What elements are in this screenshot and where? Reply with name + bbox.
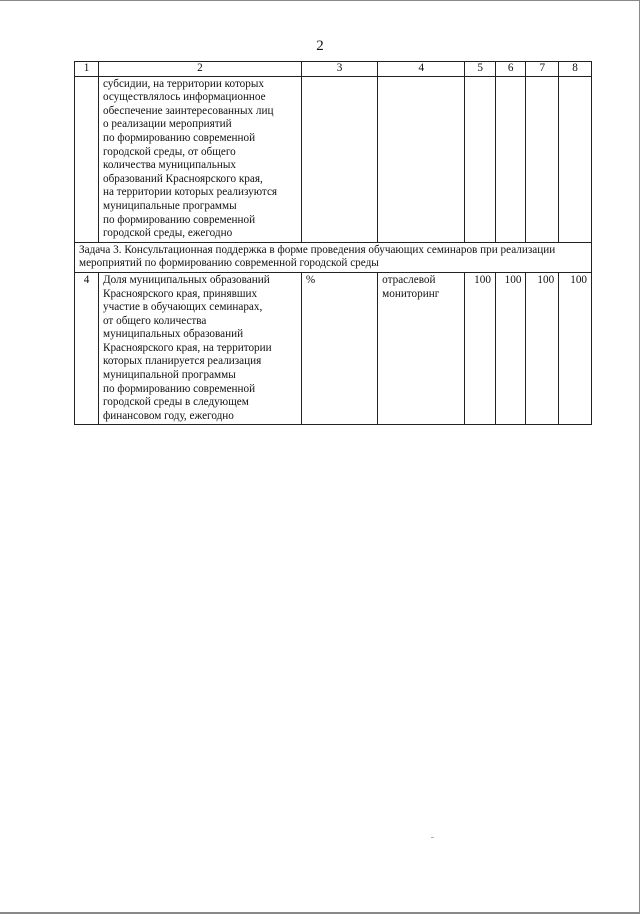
table-row-4 [75, 272, 592, 425]
row-value-8: 100 [559, 272, 592, 425]
description-line: по формированию современной [102, 213, 256, 226]
description-line: Доля муниципальных образований [102, 273, 270, 286]
source-line: мониторинг [382, 287, 440, 300]
description-line: осуществлялось информационное [102, 91, 266, 104]
row-number: 4 [75, 272, 99, 425]
continued-value-cell [495, 76, 526, 242]
description-line: городской среды, ежегодно [102, 227, 233, 240]
page-number: 2 [316, 38, 324, 54]
task-heading [75, 242, 592, 272]
description-line: о реализации мероприятий [102, 118, 232, 131]
description-line: субсидии, на территории которых [102, 77, 264, 90]
scan-edge-top [0, 0, 640, 1]
description-line: образований Красноярского края, [102, 172, 263, 185]
column-number-8: 8 [559, 62, 592, 77]
continued-source-cell [378, 76, 465, 242]
column-number-4: 4 [378, 62, 465, 77]
row-value-5: 100 [465, 272, 496, 425]
description-line: Красноярского края, принявших [102, 287, 258, 300]
description-line: муниципальных образований [102, 328, 244, 341]
continued-value-cell [465, 76, 496, 242]
column-number-1: 1 [75, 62, 99, 77]
description-line: городской среды в следующем [102, 396, 249, 409]
scan-speck [431, 837, 434, 838]
description-line: по формированию современной [102, 382, 256, 395]
column-number-2: 2 [98, 62, 301, 77]
description-line: на территории которых реализуются [102, 186, 278, 199]
task-line: мероприятий по формированию современной городской среды [79, 257, 379, 270]
continued-value-cell [526, 76, 559, 242]
column-number-6: 6 [495, 62, 526, 77]
description-line: обеспечение заинтересованных лиц [102, 104, 274, 117]
description-line: по формированию современной [102, 131, 256, 144]
description-line: участие в обучающих семинарах, [102, 301, 263, 314]
column-number-5: 5 [465, 62, 496, 77]
table-row-continued [75, 76, 592, 242]
table-header-row [75, 62, 592, 77]
column-number-3: 3 [301, 62, 377, 77]
task-row [75, 242, 592, 272]
description-line: которых планируется реализация [102, 355, 262, 368]
description-line: муниципальные программы [102, 199, 237, 212]
column-number-7: 7 [526, 62, 559, 77]
row-value-6: 100 [495, 272, 526, 425]
task-line: Задача 3. Консультационная поддержка в форме проведения обучающих семинаров при реализации [79, 243, 556, 256]
continued-unit-cell [301, 76, 377, 242]
continued-description-cell [98, 76, 301, 242]
source-line: отраслевой [382, 273, 436, 286]
row-unit: % [301, 272, 377, 425]
row-source [378, 272, 465, 425]
indicators-table [74, 61, 592, 425]
row-description [98, 272, 301, 425]
continued-number-cell [75, 76, 99, 242]
description-line: от общего количества [102, 314, 207, 327]
row-value-7: 100 [526, 272, 559, 425]
description-line: финансовом году, ежегодно [102, 409, 234, 422]
description-line: городской среды, от общего [102, 145, 236, 158]
description-line: Красноярского края, на территории [102, 341, 272, 354]
description-line: количества муниципальных [102, 159, 236, 172]
description-line: муниципальной программы [102, 369, 236, 382]
continued-value-cell [559, 76, 592, 242]
